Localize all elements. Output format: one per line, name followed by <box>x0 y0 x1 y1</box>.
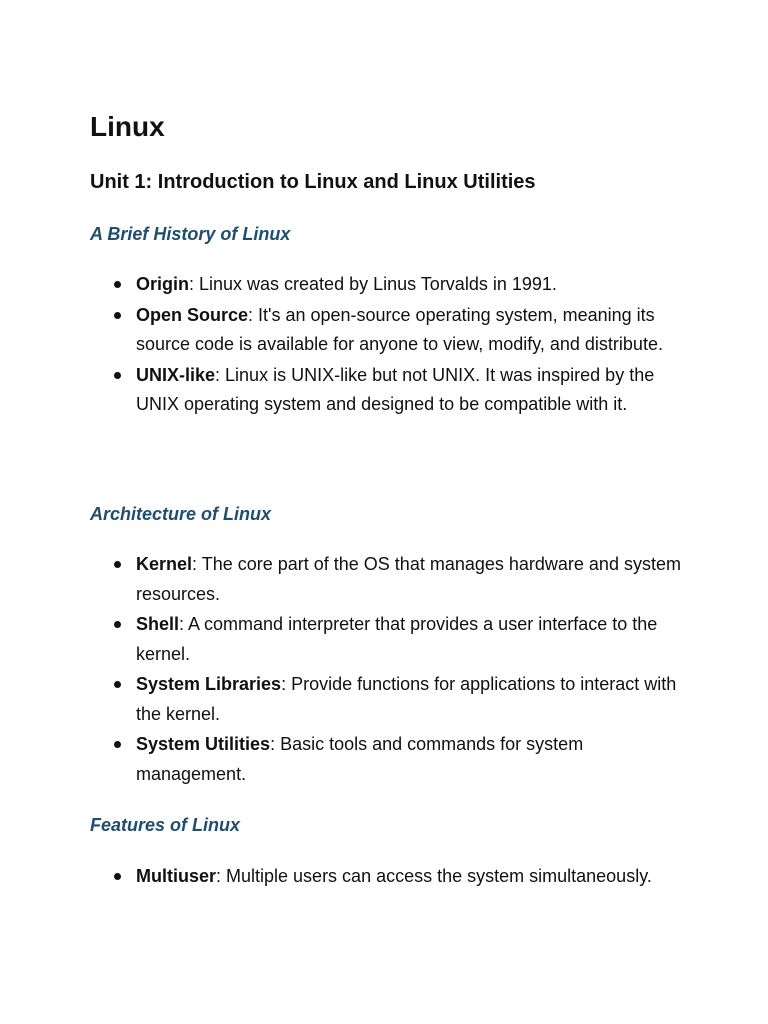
item-term: Multiuser <box>136 866 217 886</box>
bullet-icon <box>114 281 121 288</box>
item-text: : Provide functions for applications to interact with the kernel. <box>136 674 677 724</box>
list-item <box>90 730 682 789</box>
item-term: Shell <box>136 614 180 634</box>
section-heading-features: Features of Linux <box>90 815 241 835</box>
item-text: : It's an open-source operating system, meaning its source code is available for anyone to view, modify, and distribute. <box>136 304 663 354</box>
item-text: : Linux is UNIX-like but not UNIX. It was inspired by the UNIX operating system and designed to be compatible with it. <box>136 364 655 414</box>
item-term: Kernel <box>136 554 193 574</box>
item-term: Open Source <box>136 304 249 325</box>
list-item <box>90 670 682 729</box>
bullet-icon <box>114 312 121 319</box>
item-text: : Linux was created by Linus Torvalds in 1991. <box>189 274 557 294</box>
bullet-icon <box>114 372 121 379</box>
list-item <box>90 361 682 420</box>
list-item <box>90 270 682 300</box>
bullet-icon <box>114 561 121 568</box>
history-list <box>90 270 682 421</box>
bullet-icon <box>114 621 121 628</box>
item-term: System Libraries <box>136 674 282 694</box>
bullet-icon <box>114 741 121 748</box>
item-term: UNIX-like <box>136 364 216 385</box>
item-term: Origin <box>136 274 189 294</box>
list-item <box>90 610 682 669</box>
section-heading-history: A Brief History of Linux <box>90 224 291 244</box>
item-text: : Multiple users can access the system simultaneously. <box>216 866 652 886</box>
unit-heading: Unit 1: Introduction to Linux and Linux Utilities <box>90 171 536 193</box>
bullet-icon <box>114 873 121 880</box>
document-title: Linux <box>90 111 165 142</box>
list-item <box>90 550 682 609</box>
item-text: : Basic tools and commands for system management. <box>136 734 584 784</box>
item-text: : The core part of the OS that manages hardware and system resources. <box>136 554 681 604</box>
architecture-list <box>90 550 682 790</box>
features-list <box>90 862 682 893</box>
list-item <box>90 862 682 892</box>
item-term: System Utilities <box>136 734 271 754</box>
bullet-icon <box>114 681 121 688</box>
list-item <box>90 301 682 360</box>
item-text: : A command interpreter that provides a user interface to the kernel. <box>136 614 658 664</box>
section-heading-architecture: Architecture of Linux <box>90 504 272 524</box>
